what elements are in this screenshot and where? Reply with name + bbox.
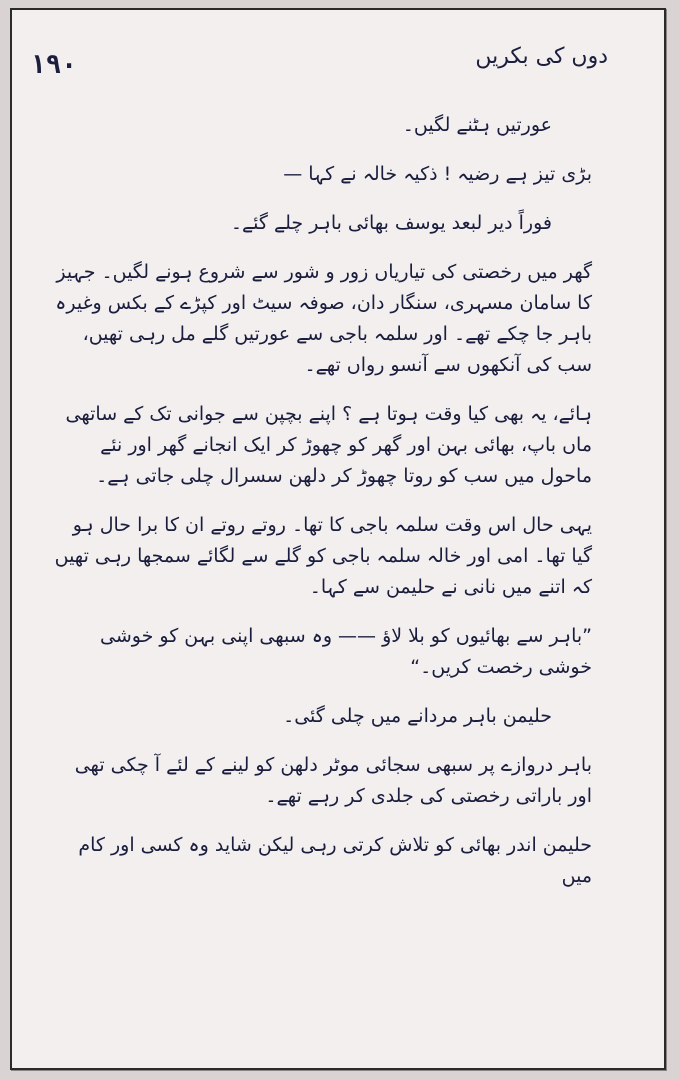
paragraph: باہر دروازے پر سبھی سجائی موٹر دلھن کو لینے کے لئے آ چکی تھی اور باراتی رخصتی کی جلدی کر رہے تھے۔	[74, 754, 592, 807]
paragraph: یہی حال اس وقت سلمہ باجی کا تھا۔ روتے روتے ان کا برا حال ہو گیا تھا۔ امی اور خالہ سلمہ باجی کو گلے سے لگائے سمجھا رہی تھیں کہ اتنے میں نانی نے حلیمن سے کہا۔	[54, 514, 592, 598]
paragraph: حلیمن باہر مردانے میں چلی گئی۔	[283, 705, 552, 727]
page-number: ۱۹۰	[30, 50, 77, 80]
paragraph: ہائے، یہ بھی کیا وقت ہوتا ہے ؟ اپنے بچپن سے جوانی تک کے ساتھی ماں باپ، بھائی بہن اور گھر کو چھوڑ کر ایک انجانے گھر اور نئے ماحول میں سب کو روتا چھوڑ کر دلھن سسرال چلی جاتی ہے۔	[65, 403, 592, 487]
paragraph: ”باہر سے بھائیوں کو بلا لاؤ —— وہ سبھی اپنی بہن کو خوشی خوشی رخصت کریں۔“	[100, 625, 592, 678]
running-header: دوں کی بکریں	[475, 44, 608, 69]
paragraph: حلیمن اندر بھائی کو تلاش کرتی رہی لیکن شاید وہ کسی اور کام میں	[78, 834, 592, 887]
paragraph: بڑی تیز ہے رضیہ ! ذکیہ خالہ نے کہا —	[283, 163, 592, 185]
page-body	[52, 110, 632, 910]
paragraph: عورتیں ہٹنے لگیں۔	[402, 114, 552, 136]
paragraph: فوراً دیر لبعد یوسف بھائی باہر چلے گئے۔	[230, 212, 552, 234]
paragraph: گھر میں رخصتی کی تیاریاں زور و شور سے شروع ہونے لگیں۔ جہیز کا سامان مسہری، سنگار دان، صوفہ سیٹ اور کپڑے کے بکس وغیرہ باہر جا چکے تھے۔ اور سلمہ باجی سے عورتیں گلے مل رہی تھیں، سب کی آنکھوں سے آنسو رواں تھے۔	[55, 261, 592, 376]
book-page	[10, 8, 666, 1070]
